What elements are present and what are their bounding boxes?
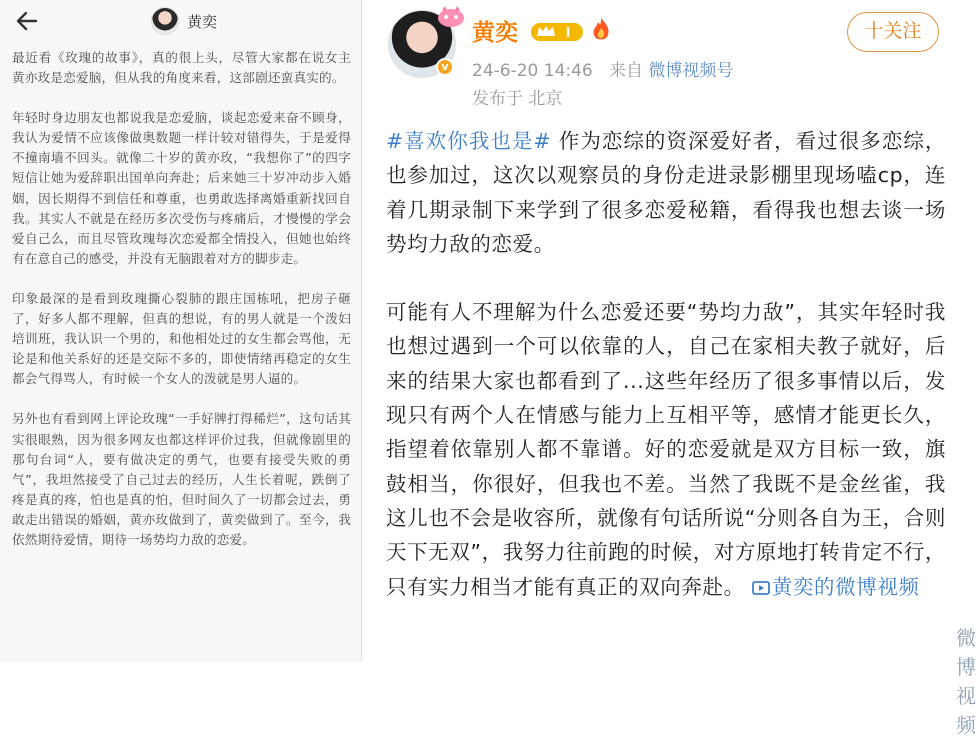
source-link[interactable]: 微博视频号 xyxy=(648,61,734,81)
video-link[interactable] xyxy=(752,575,920,599)
post-paragraph-1 xyxy=(386,124,946,261)
post-paragraph-1-text: 作为恋综的资深爱好者，看过很多恋综，也参加过，这次以观察员的身份走进录影棚里现场嗑cp，连着几期录制下来学到了很多恋爱秘籍，看得我也想去谈一场势均力敌的恋爱。 xyxy=(386,129,946,256)
left-header-name[interactable]: 黄奕 xyxy=(187,13,218,31)
video-link-label: 黄奕的微博视频 xyxy=(771,574,920,599)
arrow-left-icon xyxy=(14,8,40,34)
follow-button[interactable]: 十关注 xyxy=(847,12,939,52)
crown-badge-icon[interactable] xyxy=(530,20,584,44)
left-article-body xyxy=(0,42,361,550)
post-location: 发布于 北京 xyxy=(472,89,563,109)
right-weibo-post xyxy=(364,0,976,737)
post-body xyxy=(386,124,946,604)
pink-pet-icon xyxy=(434,6,468,28)
left-paragraph-4: 另外也有看到网上评论玫瑰“一手好牌打得稀烂”，这句话其实很眼熟，因为很多网友也都这样评价过我，但就像剧里的那句台词“人，要有做决定的勇气，也要有接受失败的勇气”，我坦然接受了自己过去的经历，人生长着呢，跌倒了疼是真的疼，怕也是真的怕，但时间久了一切都会过去，勇敢走出错误的婚姻，黄亦玫做到了，黄奕做到了。至今，我依然期待爱情，期待一场势均力敌的恋爱。 xyxy=(12,411,351,547)
badge-text: I xyxy=(565,26,571,41)
video-link-icon xyxy=(752,580,772,596)
post-paragraph-2-text: 可能有人不理解为什么恋爱还要“势均力敌”，其实年轻时我也想过遇到一个可以依靠的人，自己在家相夫教子就好，后来的结果大家也都看到了...这些年经历了很多事情以后，发现只有两个人在情感与能力上互相平等，感情才能更长久，指望着依靠别人都不靠谱。好的恋爱就是双方目标一致，旗鼓相当，你很好，但我也不差。当然了我既不是金丝雀，我这儿也不会是收容所，就像有句话所说“分则各自为王，合则天下无双”，我努力往前跑的时候，对方原地打转肯定不行，只有实力相当才能有真正的双向奔赴。 xyxy=(386,300,946,599)
left-paragraph-1: 最近看《玫瑰的故事》，真的很上头，尽管大家都在说女主黄亦玫是恋爱脑，但从我的角度来看，这部剧还蛮真实的。 xyxy=(12,50,351,86)
fire-level-icon[interactable] xyxy=(588,16,614,44)
post-meta xyxy=(472,56,733,81)
left-article-panel xyxy=(0,0,362,662)
hashtag-link[interactable]: #喜欢你我也是# xyxy=(386,129,552,153)
post-timestamp: 24-6-20 14:46 xyxy=(472,61,593,81)
username[interactable]: 黄奕 xyxy=(472,20,518,46)
left-header xyxy=(0,0,361,42)
verified-badge-icon: v xyxy=(436,58,454,76)
back-button[interactable] xyxy=(14,8,40,34)
source-prefix: 来自 xyxy=(608,61,643,81)
left-avatar[interactable] xyxy=(151,7,179,35)
left-paragraph-2: 年轻时身边朋友也都说我是恋爱脑，谈起恋爱来奋不顾身，我认为爱情不应该像做奥数题一样计较对错得失，于是爱得不撞南墙不回头。就像二十岁的黄亦玫，“我想你了”的四字短信让她为爱辞职出国单向奔赴；后来她三十岁冲动步入婚姻，因长期得不到信任和尊重，也勇敢选择离婚重新找回自我。其实人不就是在经历多次受伤与疼痛后，才慢慢的学会爱自己么，而且尽管玫瑰每次恋爱都全情投入，但她也始终有在意自己的感受，并没有无脑跟着对方的脚步走。 xyxy=(12,110,351,266)
watermark: 微博视频 xyxy=(956,626,976,737)
left-paragraph-3: 印象最深的是看到玫瑰撕心裂肺的跟庄国栋吼，把房子砸了，好多人都不理解，但真的想说，有的男人就是一个泼妇培训班，我认识一个男的，和他相处过的女生都会骂他，无论是和他关系好的还是交际不多的，即使情绪再稳定的女生都会气得骂人，有时候一个女人的泼就是男人逼的。 xyxy=(12,290,351,387)
post-paragraph-2 xyxy=(386,295,946,604)
